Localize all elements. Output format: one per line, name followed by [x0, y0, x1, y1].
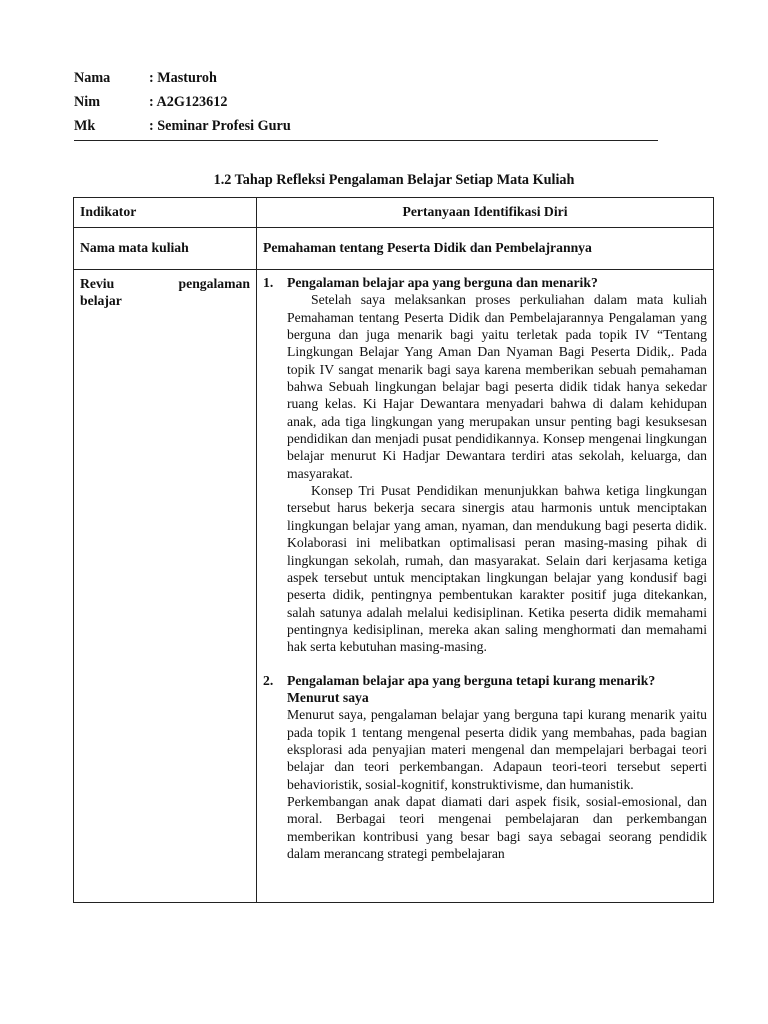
review-content-cell	[257, 270, 713, 902]
course-code-label: Mk	[74, 118, 96, 134]
course-code-row	[74, 114, 658, 138]
course-code-value: : Seminar Profesi Guru	[149, 118, 291, 134]
review-label	[74, 270, 256, 315]
answer-1-paragraph-1: Setelah saya melaksankan proses perkuliahan dalam mata kuliah Pemahaman tentang Peserta Didik dan Pembelajarannya Pengalaman yang berguna dan juga menarik bagi yaitu terletak pada topik IV “Tentang Lingkungan Belajar Yang Aman Dan Nyaman Bagi Peserta Didik,. Pada topik IV sangat menarik bagi saya karena memberikan sebuah pemahaman bahwa Sebuah lingkungan belajar bagi peserta didik tidak hanya sekedar ruang kelas. Ki Hajar Dewantara menyadari bahwa di dalam kehidupan anak, ada tiga lingkungan yang merupakan unsur penting bagi kesuksesan pendidikan dan menjadi pusat pendidikannya. Konsep mengenai lingkungan belajar menurut Ki Hadjar Dewantara terdiri atas sekolah, keluarga, dan masyarakat.	[287, 292, 707, 481]
answer-2-paragraph-1: Menurut saya, pengalaman belajar yang berguna tapi kurang menarik yaitu pada topik 1 tentang mengenal peserta didik yang membahas, pada bagian eksplorasi ada penyajian materi mengenal dan mempelajari berbagai teori belajar dan teori perkembangan. Adapaun teori-teori tersebut seperti behavioristik, sosial-kognitif, konstruktivisme, dan humanistik.	[287, 707, 707, 792]
question-2-number: 2.	[263, 672, 274, 688]
indicator-header: Indikator	[80, 204, 137, 219]
section-title: 1.2 Tahap Refleksi Pengalaman Belajar Setiap Mata Kuliah	[213, 172, 575, 188]
answer-1-paragraph-2: Konsep Tri Pusat Pendidikan menunjukkan bahwa ketiga lingkungan tersebut harus bekerja secara sinergis atau harmonis untuk menciptakan lingkungan belajar yang aman, nyaman, dan mendukung bagi peserta didik. Kolaborasi ini melibatkan optimalisasi peran masing-masing pihak di lingkungan sekolah, rumah, dan masyarakat. Selain dari kerjasama ketiga aspek tersebut untuk menciptakan lingkungan belajar yang kondusif bagi peserta didik, pentingnya pembentukan karakter positif juga ditekankan, salah satunya adalah melalui kedisiplinan. Ketika peserta didik memahami pentingnya kedisiplinan, mereka akan saling menghormati dan memahami hak serta kebutuhan masing-masing.	[287, 483, 707, 655]
name-row	[74, 66, 658, 90]
course-name-row	[74, 228, 714, 270]
nim-row	[74, 90, 658, 114]
review-label-word2: pengalaman	[178, 276, 250, 291]
course-name-label: Nama mata kuliah	[80, 240, 189, 255]
reflection-table	[73, 197, 714, 903]
review-label-word1: Reviu	[80, 276, 115, 291]
review-row	[74, 270, 714, 903]
name-label: Nama	[74, 70, 111, 86]
answer-2-paragraph-2: Perkembangan anak dapat diamati dari aspek fisik, sosial-emosional, dan moral. Berbagai teori mengenai pembelajaran dan perkembangan memberikan kontribusi yang besar bagi saya sebagai seorang pendidik dalam merancang strategi pembelajaran	[287, 793, 707, 861]
question-1	[263, 274, 707, 291]
course-name-value: Pemahaman tentang Peserta Didik dan Pembelajrannya	[263, 240, 592, 255]
identity-header	[74, 66, 658, 141]
question-2-text: Pengalaman belajar apa yang berguna tetapi kurang menarik? Menurut saya	[287, 672, 656, 705]
nim-value: : A2G123612	[149, 94, 228, 110]
question-1-text: Pengalaman belajar apa yang berguna dan menarik?	[287, 275, 598, 290]
review-label-word3: belajar	[80, 293, 122, 308]
name-value: : Masturoh	[149, 70, 217, 86]
question-2	[263, 672, 707, 707]
question-1-number: 1.	[263, 275, 274, 290]
question-header: Pertanyaan Identifikasi Diri	[402, 204, 568, 219]
nim-label: Nim	[74, 94, 101, 110]
table-header-row	[74, 198, 714, 228]
